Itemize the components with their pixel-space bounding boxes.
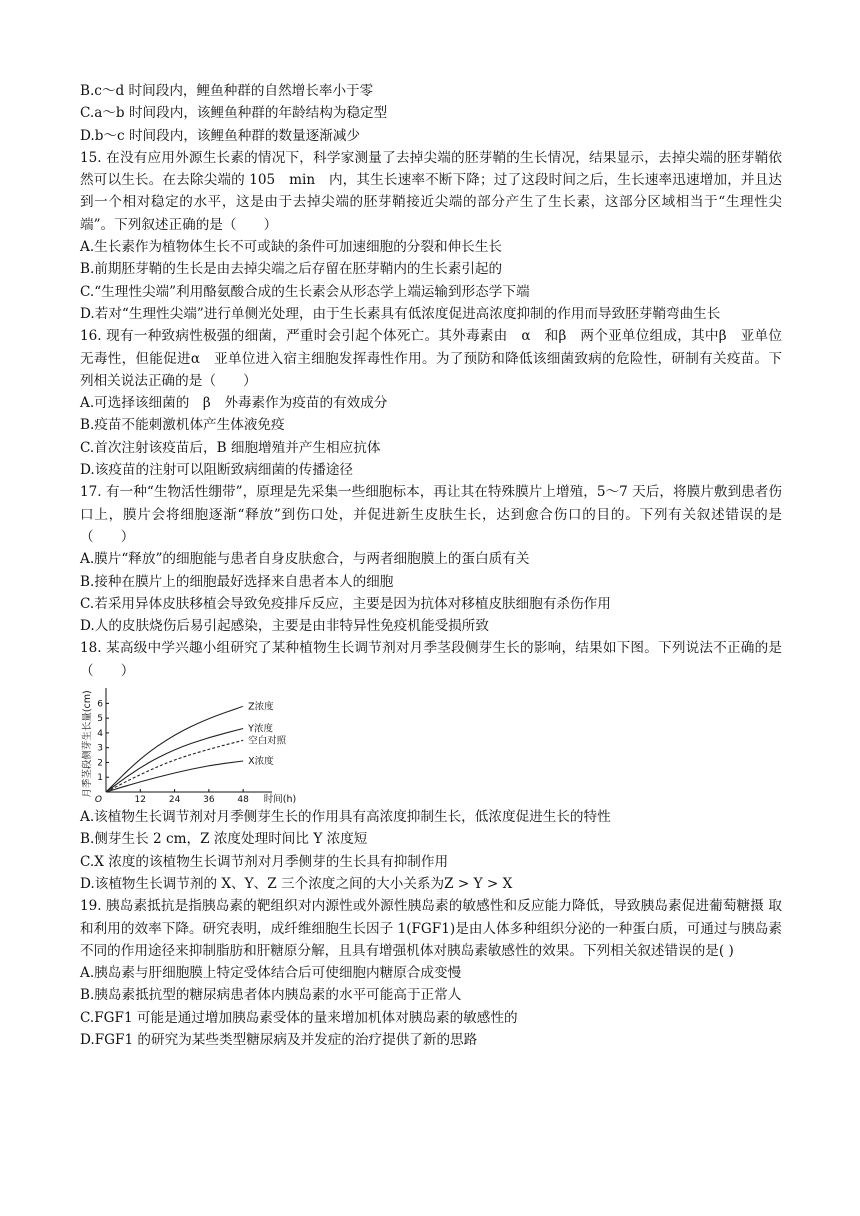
q18-option-c: C.X 浓度的该植物生长调节剂对月季侧芽的生长具有抑制作用 [80,853,449,870]
x-tick-label: 48 [237,795,249,805]
q17-option-a: A.膜片“释放”的细胞能与患者自身皮肤愈合，与两者细胞膜上的蛋白质有关 [80,551,530,568]
q15-stem: 15. 在没有应用外源生长素的情况下，科学家测量了去掉尖端的胚芽鞘的生长情况，结果显示，去掉尖端的胚芽鞘依然可以生长。在去除尖端的 105 min 内，其生长速率不断下降；过了这段时间之后，生长速率迅速增加，并且达到一个相对稳定的水平，这是由于去掉尖端的胚芽鞘接近尖端的部分产生了生长素，这部分区域相当于“生理性尖端”。下列叙述正确的是（ ） [80,149,782,233]
q15-option-d: D.若对“生理性尖端”进行单侧光处理，由于生长素具有低浓度促进高浓度抑制的作用而导致胚芽鞘弯曲生长 [80,305,721,322]
q17-option-d: D.人的皮肤烧伤后易引起感染，主要是由非特异性免疫机能受损所致 [80,618,489,635]
y-tick-label: 6 [97,699,103,710]
exam-page [80,80,782,1051]
q15-option-b: B.前期胚芽鞘的生长是由去掉尖端之后存留在胚芽鞘内的生长素引起的 [80,261,503,278]
x-tick-label: 36 [203,795,215,805]
growth-chart-svg [80,684,320,804]
q17-option-b: B.接种在膜片上的细胞最好选择来自患者本人的细胞 [80,573,394,590]
series-label-2: 空白对照 [248,735,287,747]
q14-option-d: D.b～c 时间段内，该鲤鱼种群的数量逐渐减少 [80,127,361,144]
y-tick-label: 2 [97,758,103,769]
q17-stem: 17. 有一种“生物活性绷带”，原理是先采集一些细胞标本，再让其在特殊膜片上增殖，5～7 天后，将膜片敷到患者伤口上，膜片会将细胞逐渐“释放”到伤口处，并促进新生皮肤生长，达到愈合伤口的目的。下列有关叙述错误的是（ ） [80,484,782,545]
y-axis-label: 月季茎段侧芽生长量(cm) [82,690,93,798]
q18-option-b: B.侧芽生长 2 cm，Z 浓度处理时间比 Y 浓度短 [80,831,368,848]
q16-option-c: C.首次注射该疫苗后，B 细胞增殖并产生相应抗体 [80,439,381,456]
q18-option-d: D.该植物生长调节剂的 X、Y、Z 三个浓度之间的大小关系为Z > Y > X [80,875,513,892]
q17-option-c: C.若采用异体皮肤移植会导致免疫排斥反应，主要是因为抗体对移植皮肤细胞有杀伤作用 [80,595,611,612]
q16-option-a: A.可选择该细菌的 β 外毒素作为疫苗的有效成分 [80,395,388,412]
q16-option-b: B.疫苗不能刺激机体产生体液免疫 [80,417,285,434]
q19-stem: 19. 胰岛素抵抗是指胰岛素的靶组织对内源性或外源性胰岛素的敏感性和反应能力降低，导致胰岛素促进葡萄糖摄 取和利用的效率下降。研究表明，成纤维细胞生长因子 1(FGF1)是由人体多种组织分泌的一种蛋白质，可通过与胰岛素不同的作用途径来抑制脂肪和肝糖原分解，且具有增强机体对胰岛素敏感性的效果。下列相关叙述错误的是( ) [80,898,782,959]
q19-option-a: A.胰岛素与肝细胞膜上特定受体结合后可使细胞内糖原合成变慢 [80,965,462,982]
y-tick-label: 3 [97,743,103,754]
q19-option-b: B.胰岛素抵抗型的糖尿病患者体内胰岛素的水平可能高于正常人 [80,987,462,1004]
y-tick-label: 1 [97,773,103,784]
series-label-3: X浓度 [248,756,274,768]
q15-option-a: A.生长素作为植物体生长不可或缺的条件可加速细胞的分裂和伸长生长 [80,239,502,256]
q19-option-c: C.FGF1 可能是通过增加胰岛素受体的量来增加机体对胰岛素的敏感性的 [80,1009,518,1026]
q18-stem: 18. 某高级中学兴趣小组研究了某种植物生长调节剂对月季茎段侧芽生长的影响，结果如下图。下列说法不正确的是（ ） [80,640,782,679]
series-label-0: Z浓度 [248,701,274,713]
x-tick-label: 24 [168,795,181,805]
growth-chart [80,684,320,804]
chart-marks [106,700,287,792]
q15-option-c: C.“生理性尖端”利用酪氨酸合成的生长素会从形态学上端运输到形态学下端 [80,283,530,300]
y-tick-label: 5 [97,714,103,725]
series-label-1: Y浓度 [248,723,273,735]
series-line-2 [106,740,243,792]
y-tick-label: 4 [97,728,103,739]
q16-option-d: D.该疫苗的注射可以阻断致病细菌的传播途径 [80,462,354,479]
origin-label: O [94,795,102,805]
x-tick-label: 12 [134,795,147,805]
q14-option-c: C.a～b 时间段内，该鲤鱼种群的年龄结构为稳定型 [80,105,388,122]
x-axis-label: 时间(h) [263,794,297,805]
q19-option-d: D.FGF1 的研究为某些类型糖尿病及并发症的治疗提供了新的思路 [80,1031,478,1048]
q16-stem: 16. 现有一种致病性极强的细菌，严重时会引起个体死亡。其外毒素由 α 和β 两个亚单位组成，其中β 亚单位无毒性，但能促进α 亚单位进入宿主细胞发挥毒性作用。为了预防和降低该细菌致病的危险性，研制有关疫苗。下列相关说法正确的是（ ） [80,328,782,389]
series-line-0 [106,706,243,792]
q14-option-b: B.c～d 时间段内，鲤鱼种群的自然增长率小于零 [80,83,374,99]
q18-option-a: A.该植物生长调节剂对月季侧芽生长的作用具有高浓度抑制生长，低浓度促进生长的特性 [80,809,611,826]
